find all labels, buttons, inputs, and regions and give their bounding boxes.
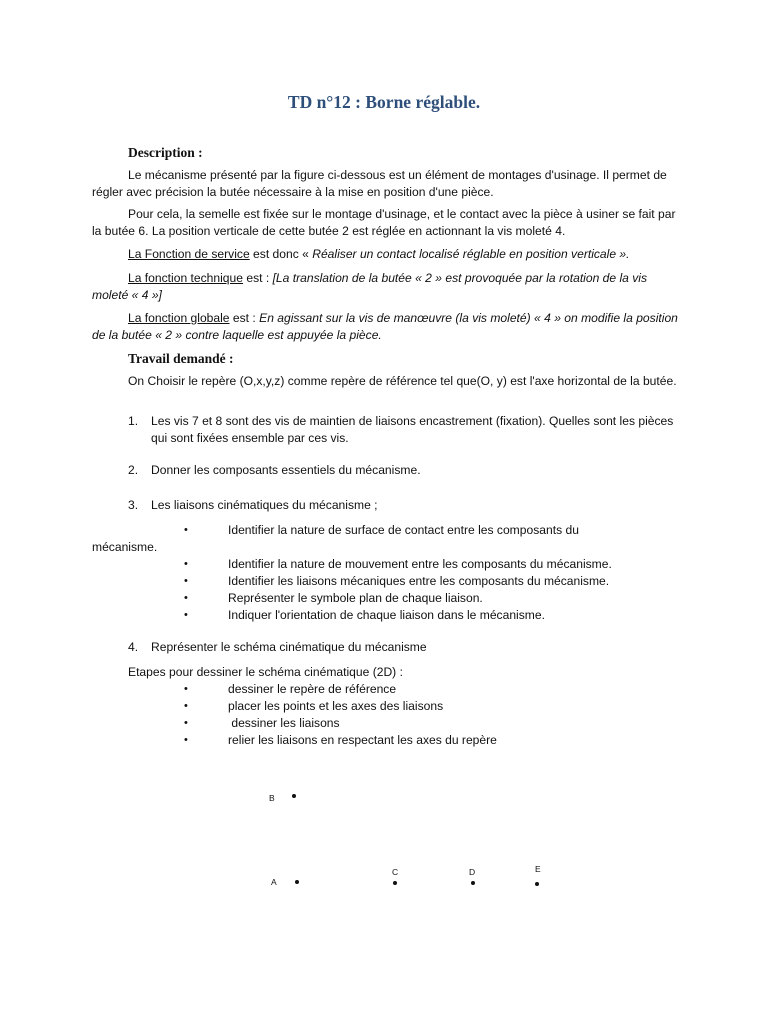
description-paragraph-1: Le mécanisme présenté par la figure ci-dessous est un élément de montages d'usinage. Il permet de régler avec précision la butée nécessaire à la mise en position d'une pièce.: [92, 168, 667, 199]
point-b-label: B: [269, 793, 275, 803]
etapes-title-text: Etapes pour dessiner le schéma cinématique (2D) :: [128, 665, 403, 679]
bullet-icon: •: [184, 592, 188, 604]
bullet-icon: •: [184, 717, 188, 729]
point-d-label: D: [469, 867, 476, 877]
point-c-label: C: [392, 867, 399, 877]
fonction-service-text: Réaliser un contact localisé réglable en position verticale ».: [312, 247, 630, 261]
fonction-service-join: est donc «: [249, 247, 313, 261]
fonction-technique-join: est :: [242, 271, 273, 285]
point-c-marker: [393, 881, 397, 885]
travail-intro: On Choisir le repère (O,x,y,z) comme repère de référence tel que(O, y) est l'axe horizontal de la butée.: [128, 374, 677, 388]
point-e-marker: [535, 882, 539, 886]
fonction-globale-join: est :: [229, 311, 260, 325]
question-text: Donner les composants essentiels du mécanisme.: [151, 463, 421, 477]
etape-text: relier les liaisons en respectant les axes du repère: [228, 733, 497, 747]
question-text: Représenter le schéma cinématique du mécanisme: [151, 640, 427, 654]
sub-item-wrap: mécanisme.: [92, 540, 158, 554]
sub-item-text: Identifier les liaisons mécaniques entre les composants du mécanisme.: [228, 574, 610, 588]
fonction-service-paragraph: [92, 246, 682, 263]
fonction-technique-label: La fonction technique: [128, 271, 243, 285]
bullet-icon: •: [184, 700, 188, 712]
etape-text: dessiner le repère de référence: [228, 682, 397, 696]
description-paragraph-2: Pour cela, la semelle est fixée sur le montage d'usinage, et le contact avec la pièce à usiner se fait par la butée 6. La position verticale de cette butée 2 est réglée en actionnant la vis moleté 4.: [92, 207, 676, 238]
question-number: 2.: [128, 463, 139, 477]
point-e-label: E: [535, 864, 541, 874]
point-a-marker: [295, 880, 299, 884]
travail-heading: Travail demandé :: [128, 351, 234, 366]
etape-text: placer les points et les axes des liaisons: [228, 699, 444, 713]
question-number: 3.: [128, 498, 139, 512]
point-a-label: A: [271, 877, 277, 887]
sub-item-text: Représenter le symbole plan de chaque liaison.: [228, 591, 483, 605]
bullet-icon: •: [184, 734, 188, 746]
description-heading: Description :: [128, 145, 203, 160]
fonction-globale-paragraph: [92, 310, 682, 344]
fonction-globale-label: La fonction globale: [128, 311, 230, 325]
point-b-marker: [292, 794, 296, 798]
question-number: 1.: [128, 414, 139, 428]
bullet-icon: •: [184, 558, 188, 570]
sub-item-text: Identifier la nature de mouvement entre les composants du mécanisme.: [228, 557, 612, 571]
bullet-icon: •: [184, 524, 188, 536]
fonction-technique-text: [La translation de la butée « 2 » est provoquée par la rotation de la vis moleté « 4 »]: [92, 271, 648, 302]
question-text: Les liaisons cinématiques du mécanisme ;: [151, 498, 378, 512]
question-number: 4.: [128, 640, 139, 654]
fonction-globale-text: En agissant sur la vis de manœuvre (la vis moleté) « 4 » on modifie la position de la butée « 2 » contre laquelle est appuyée la pièce.: [92, 311, 678, 342]
sub-item-text: Identifier la nature de surface de contact entre les composants du: [228, 523, 579, 537]
bullet-icon: •: [184, 575, 188, 587]
bullet-icon: •: [184, 683, 188, 695]
fonction-technique-paragraph: [92, 270, 682, 304]
page-title: TD n°12 : Borne réglable.: [287, 92, 481, 112]
bullet-icon: •: [184, 609, 188, 621]
etape-text: dessiner les liaisons: [228, 716, 340, 730]
point-d-marker: [471, 881, 475, 885]
fonction-service-label: La Fonction de service: [128, 247, 250, 261]
sub-item-text: Indiquer l'orientation de chaque liaison dans le mécanisme.: [228, 608, 545, 622]
question-text: Les vis 7 et 8 sont des vis de maintien de liaisons encastrement (fixation). Quelles sont les pièces qui sont fixées ensemble par ces vis.: [151, 414, 674, 445]
